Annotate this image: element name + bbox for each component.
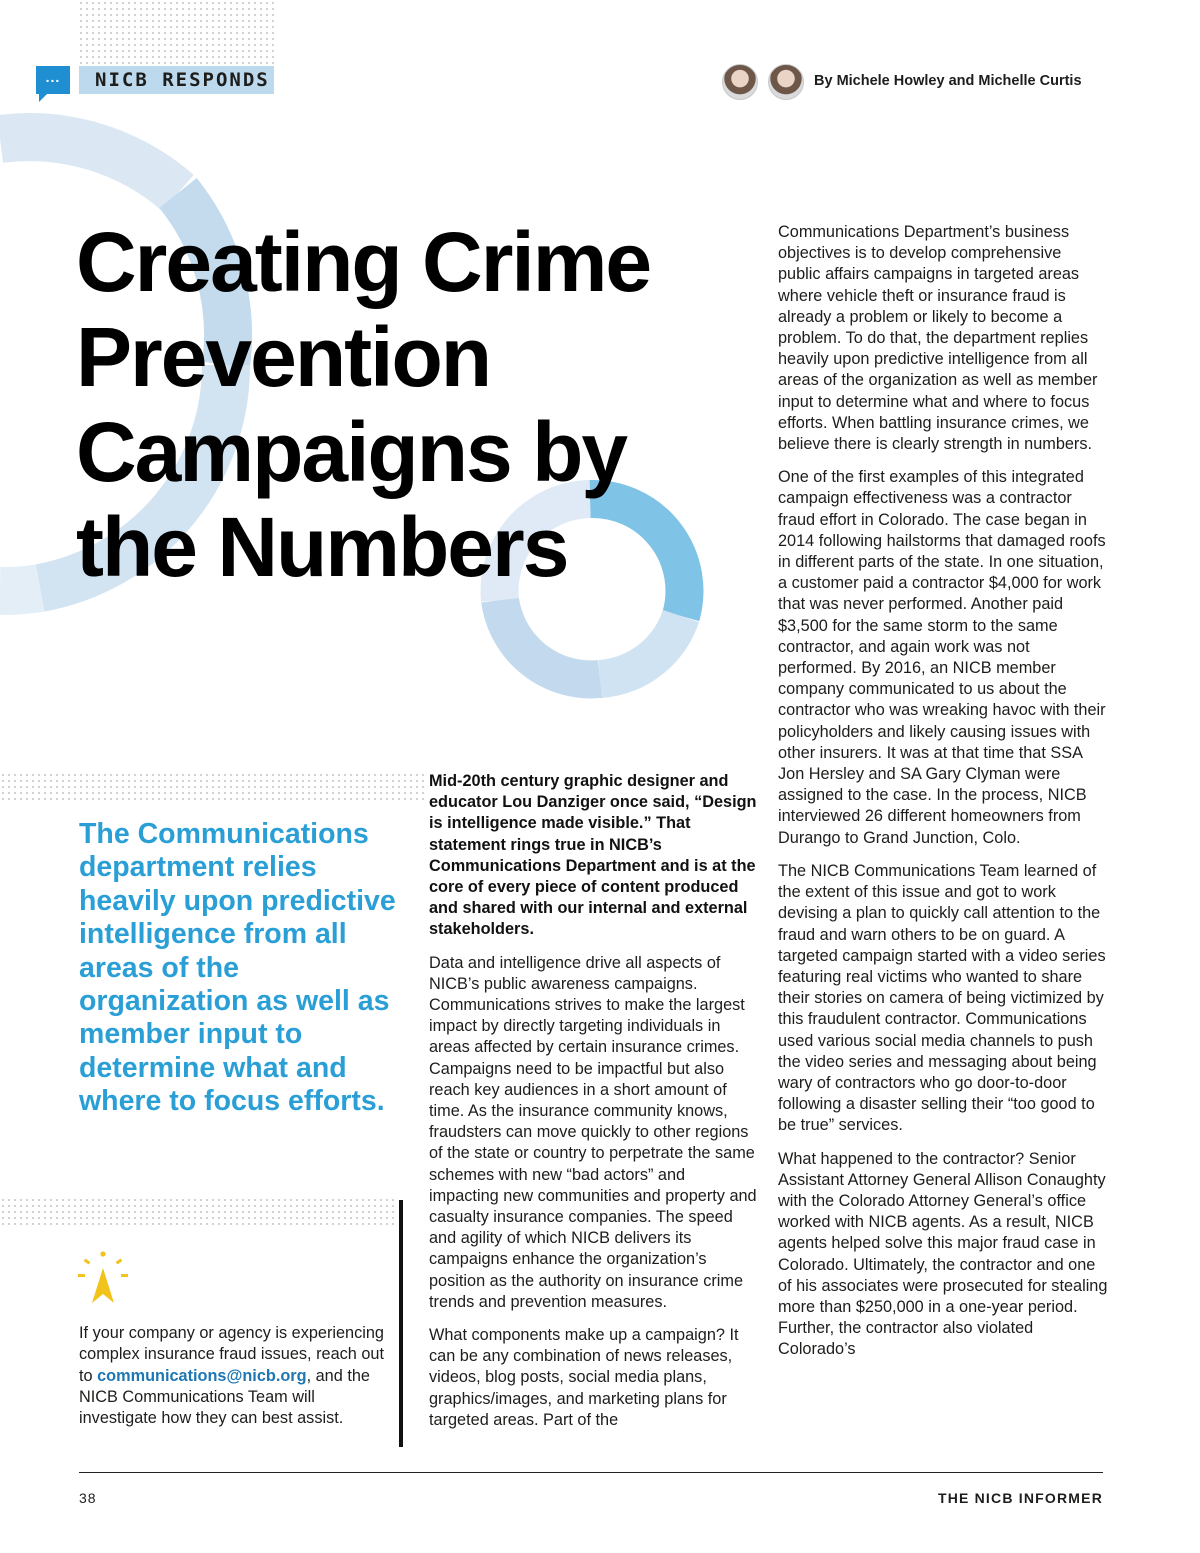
pull-quote: The Communications department relies heavily upon predictive intelligence from all areas of the organization as well as member input to determine what and where to focus efforts. [79,818,396,1118]
author-avatar-2 [768,64,804,100]
article-column-3 [778,222,1108,1373]
section-label: NICB RESPONDS [79,66,274,94]
title-line: the Numbers [76,500,568,594]
page-number: 38 [79,1490,97,1506]
body-paragraph: What components make up a campaign? It can be any combination of news releases, videos, blog posts, social media plans, graphics/images, and marketing plans for targeted areas. Part of the [429,1326,739,1429]
ellipsis-chat-icon: ... [36,66,70,94]
dot-texture-mid [0,772,425,804]
body-paragraph: What happened to the contractor? Senior Assistant Attorney General Allison Conaughty with the Colorado Attorney General’s office worked with NICB agents. As a result, NICB agents helped solve this major fraud case in Colorado. Ultimately, the contractor and one of his associates were prosecuted for stealing more than $250,000 in a one-year period. Further, the contractor also violated Colorado’s [778,1149,1108,1359]
title-line: Campaigns by [76,405,627,499]
dot-texture-top [78,0,274,66]
publication-name: THE NICB INFORMER [937,1490,1103,1506]
callout-text: If your company or agency is experiencing complex insurance fraud issues, reach out to communications@nicb.org, and the NICB Communications Team will investigate how they can best assist. [79,1324,384,1428]
contact-email-link[interactable]: communications@nicb.org [97,1366,307,1385]
vertical-divider [399,1200,403,1447]
lead-paragraph: Mid-20th century graphic designer and educator Lou Danziger once said, “Design is intelligence made visible.” That statement rings true in NICB’s Communications Department and is at the core of every piece of content produced and shared with our internal and external stakeholders. [429,772,757,939]
article-column-2 [429,771,759,1443]
body-paragraph: Data and intelligence drive all aspects of NICB’s public awareness campaigns. Communications strives to make the largest impact by directly targeting individuals in areas affected by certain insurance crimes. Campaigns need to be impactful but also reach key audiences in a short amount of time. As the insurance community knows, fraudsters can move quickly to other regions of the state or country to perpetrate the same schemes with new “bad actors” and impacting new communities and property and casualty insurance companies. The speed and agility of which NICB delivers its campaigns enhance the organization’s position as the authority on insurance crime trends and prevention measures. [429,953,757,1311]
byline: By Michele Howley and Michelle Curtis [814,73,1082,89]
title-line: Creating Crime [76,215,651,309]
body-paragraph: One of the first examples of this integrated campaign effectiveness was a contractor fraud effort in Colorado. The case began in 2014 following hailstorms that damaged roofs in different parts of the state. In one situation, a customer paid a contractor $4,000 for work that was never performed. Another paid $3,500 for the same storm to the same contractor, and again work was not performed. By 2016, an NICB member company communicated to us about the contractor who was wreaking havoc with their policyholders and likely causing issues with other insurers. It was at that time that SSA Jon Hersley and SA Gary Clyman were assigned to the case. In the process, NICB interviewed 26 different homeowners from Durango to Grand Junction, Colo. [778,468,1106,847]
dot-texture-lower [0,1197,398,1227]
body-paragraph: Communications Department’s business objectives is to develop comprehensive public affairs campaigns in targeted areas where vehicle theft or insurance fraud is already a problem or likely to become a problem. To do that, the department replies heavily upon predictive intelligence from all areas of the organization as well as member input to determine what and where to focus efforts. When battling insurance crimes, we believe there is clearly strength in numbers. [778,223,1098,454]
footer-rule [79,1472,1103,1473]
article-title [76,215,756,595]
title-line: Prevention [76,310,491,404]
body-paragraph: The NICB Communications Team learned of the extent of this issue and got to work devising a plan to quickly call attention to the fraud and warn others to be on guard. A targeted campaign started with a video series featuring real victims who wanted to share their stories on camera of being victimized by this fraudulent contractor. Communications used various social media channels to push the video series and messaging about being wary of contractors who go door-to-door following a disaster selling their “too good to be true” services. [778,861,1106,1135]
megaphone-icon [78,1250,128,1306]
author-avatar-1 [722,64,758,100]
